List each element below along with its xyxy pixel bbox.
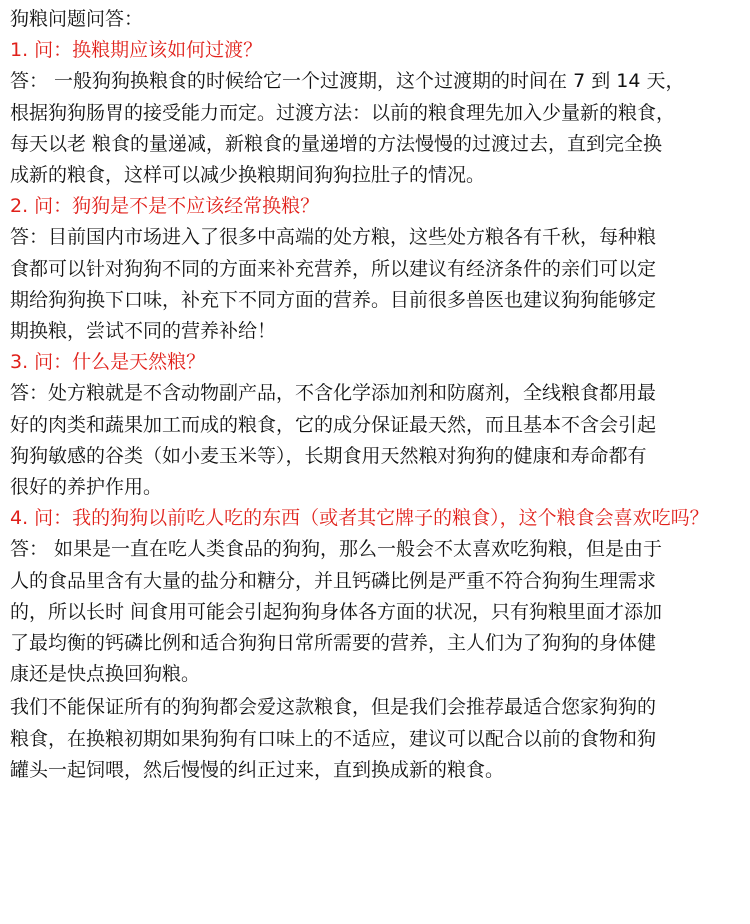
closing-line-2: 粮食，在换粮初期如果狗狗有口味上的不适应，建议可以配合以前的食物和狗: [10, 727, 657, 750]
answer-3-line-4: 很好的养护作用。: [10, 476, 163, 499]
answer-4-line-4: 了最均衡的钙磷比例和适合狗狗日常所需要的营养，主人们为了狗狗的身体健: [10, 632, 657, 655]
answer-3-line-2: 好的肉类和蔬果加工而成的粮食，它的成分保证最天然，而且基本不含会引起: [10, 413, 657, 436]
closing-line-3: 罐头一起饲喂，然后慢慢的纠正过来，直到换成新的粮食。: [10, 758, 505, 781]
answer-1-line-3: 每天以老 粮食的量递减，新粮食的量递增的方法慢慢的过渡过去，直到完全换: [10, 132, 663, 155]
question-2: 2. 问：狗狗是不是不应该经常换粮？: [10, 195, 320, 218]
answer-4-line-5: 康还是快点换回狗粮。: [10, 663, 201, 686]
answer-2-line-4: 期换粮，尝试不同的营养补给！: [10, 320, 277, 343]
answer-2-line-2: 食都可以针对狗狗不同的方面来补充营养，所以建议有经济条件的亲们可以定: [10, 257, 657, 280]
question-1: 1. 问：换粮期应该如何过渡？: [10, 39, 263, 62]
answer-4-line-2: 人的食品里含有大量的盐分和糖分，并且钙磷比例是严重不符合狗狗生理需求: [10, 569, 657, 592]
question-4: 4. 问：我的狗狗以前吃人吃的东西（或者其它牌子的粮食），这个粮食会喜欢吃吗？: [10, 507, 709, 530]
answer-4-line-1: 答： 如果是一直在吃人类食品的狗狗，那么一般会不太喜欢吃狗粮，但是由于: [10, 538, 663, 561]
answer-4-line-3: 的，所以长时 间食用可能会引起狗狗身体各方面的状况，只有狗粮里面才添加: [10, 600, 663, 623]
answer-2-line-1: 答：目前国内市场进入了很多中高端的处方粮，这些处方粮各有千秋，每种粮: [10, 226, 657, 249]
closing-line-1: 我们不能保证所有的狗狗都会爱这款粮食，但是我们会推荐最适合您家狗狗的: [10, 696, 657, 719]
answer-2-line-3: 期给狗狗换下口味，补充下不同方面的营养。目前很多兽医也建议狗狗能够定: [10, 288, 657, 311]
question-3: 3. 问：什么是天然粮？: [10, 351, 206, 374]
answer-3-line-3: 狗狗敏感的谷类（如小麦玉米等），长期食用天然粮对狗狗的健康和寿命都有: [10, 444, 647, 467]
answer-3-line-1: 答：处方粮就是不含动物副产品，不含化学添加剂和防腐剂，全线粮食都用最: [10, 382, 657, 405]
document-title: 狗粮问题问答：: [10, 8, 144, 30]
answer-1-line-2: 根据狗狗肠胃的接受能力而定。过渡方法：以前的粮食理先加入少量新的粮食，: [10, 101, 676, 124]
answer-1-line-4: 成新的粮食，这样可以减少换粮期间狗狗拉肚子的情况。: [10, 164, 486, 187]
answer-1-line-1: 答： 一般狗狗换粮食的时候给它一个过渡期，这个过渡期的时间在 7 到 14 天，: [10, 70, 685, 93]
